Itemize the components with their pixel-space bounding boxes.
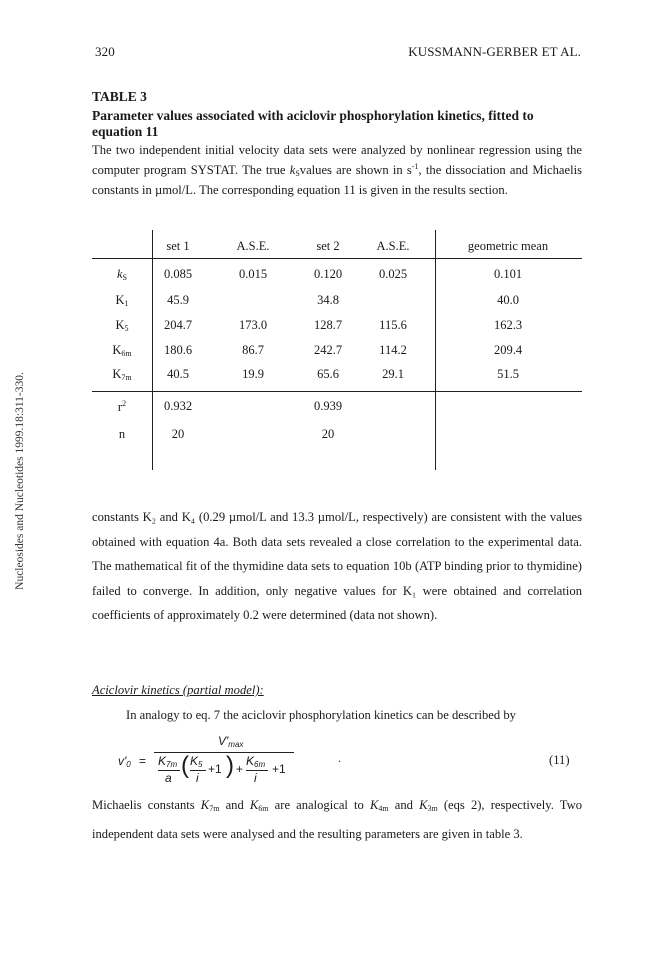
eq-lhs: [118, 754, 131, 769]
table-cell: 20: [321, 427, 335, 441]
body-paragraph-1: constants K₂ and K₄ (0.29 µmol/L and 13.3 µmol/L, respectively) are consistent with the values obtained with equation 4a. Both data sets revealed a close correlation to the experimental data. The mathematical fit of the thymidine data sets to equation 10b (ATP binding prior to thymidine) failed to converge. In addition, only negative values for K₁ were obtained and correlation coefficients of approximately 0.2 were determined (data not shown).: [92, 510, 582, 622]
row-label-sub: 7m: [121, 373, 132, 382]
row-label-main: k: [116, 267, 123, 281]
p2-k6: K: [249, 798, 259, 812]
table-title: Parameter values associated with aciclovir phosphorylation kinetics, fitted to equation 11: [92, 108, 534, 139]
p2-k3-sub: 3m: [427, 804, 438, 813]
equation-11: [118, 734, 318, 800]
table-cell: 0.120: [313, 267, 343, 281]
caption-text-1: The two independent initial velocity data sets were analyzed by nonlinear regression using the computer program SYSTAT. The true: [92, 143, 582, 177]
column-header: A.S.E.: [236, 239, 270, 253]
table-cell: 65.6: [317, 367, 339, 381]
column-header: geometric mean: [467, 239, 549, 253]
p2-text-a: Michaelis constants: [92, 798, 201, 812]
table-cell: 45.9: [167, 293, 189, 307]
row-label: [102, 293, 142, 308]
eq-a: a: [165, 771, 172, 785]
table-cell: 180.6: [163, 343, 193, 357]
row-label-main: K: [115, 318, 125, 332]
caption-text-3: , the dissociation and Michaelis constants in µmol/L. The corresponding equation 11 is given in the results section.: [92, 162, 582, 197]
table-cell: 204.7: [163, 318, 193, 332]
table-cell: 0.025: [378, 267, 408, 281]
eq-k6: [246, 754, 265, 769]
column-header: set 2: [316, 239, 340, 253]
table-cell: 0.939: [313, 399, 343, 413]
eq-fraction-bar: [154, 752, 294, 753]
eq-plus: +: [236, 762, 244, 776]
table-cell: 173.0: [238, 318, 268, 332]
table-caption: [92, 142, 582, 199]
table-cell: 34.8: [317, 293, 339, 307]
row-label-main: K: [112, 343, 122, 357]
eq-lhs-sub: 0: [126, 760, 131, 769]
parameter-table: [92, 230, 582, 470]
eq-paren-open: (: [181, 752, 189, 779]
p2-k7: K: [200, 798, 210, 812]
row-label-main: r: [117, 400, 123, 414]
table-cell: 128.7: [313, 318, 343, 332]
table-cell: 114.2: [379, 343, 407, 357]
row-label-sup: 2: [122, 399, 127, 408]
p2-k4-sub: 4m: [378, 804, 389, 813]
table-cell: 0.085: [163, 267, 193, 281]
table-cell: 0.932: [163, 399, 193, 413]
p2-k7-sub: 7m: [209, 804, 220, 813]
table-cell: 0.101: [493, 267, 523, 281]
row-label-sub: 1: [124, 299, 129, 308]
eq-k6-k: K: [246, 754, 255, 768]
row-label-sub: S: [122, 273, 127, 282]
side-citation: Nucleosides and Nucleotides 1999.18:311-330.: [14, 372, 26, 590]
table-cell: 40.0: [497, 293, 519, 307]
eq-numerator: [218, 734, 243, 749]
eq-vmax-sub: max: [228, 740, 244, 749]
row-label: [102, 318, 142, 333]
row-label: [102, 427, 142, 442]
mid-rule: [92, 391, 582, 392]
eq-k7-sub: 7m: [166, 760, 178, 769]
section-heading: Aciclovir kinetics (partial model):: [92, 683, 264, 697]
p2-k4: K: [369, 798, 379, 812]
caption-sup: -1: [411, 161, 419, 171]
eq-k5: [190, 754, 202, 769]
p2-text-e: (eqs 2), respectively. Two independent data sets were analysed and the resulting parameters are given in table 3.: [92, 798, 582, 841]
p2-k3: K: [419, 798, 428, 812]
running-head: KUSSMANN-GERBER ET AL.: [408, 44, 581, 59]
eq-lhs-v: v': [118, 754, 127, 768]
mean-column-rule: [435, 230, 436, 470]
eq-equals: =: [139, 754, 147, 768]
body-paragraph-2: [92, 793, 582, 846]
row-label-main: n: [118, 427, 126, 441]
equation-number: (11): [549, 753, 570, 767]
row-label-main: K: [112, 367, 122, 381]
table-cell: 40.5: [167, 367, 189, 381]
eq-plus1: +1: [208, 762, 222, 776]
row-label-sub: 6m: [121, 349, 132, 358]
page-number: 320: [95, 44, 115, 59]
row-label: [102, 399, 142, 415]
table-cell: 115.6: [379, 318, 407, 332]
table-cell: 162.3: [493, 318, 523, 332]
analogy-line: In analogy to eq. 7 the aciclovir phosphorylation kinetics can be described by: [126, 708, 516, 722]
eq-k6-sub: 6m: [254, 760, 266, 769]
row-label: [102, 343, 142, 358]
table-cell: 242.7: [313, 343, 343, 357]
eq-i1: i: [196, 771, 199, 785]
header-rule: [92, 258, 582, 259]
eq-paren-close: ): [226, 752, 234, 779]
p2-text-b: and: [219, 798, 250, 812]
table-cell: 0.015: [238, 267, 268, 281]
row-label-sub: 5: [124, 324, 129, 333]
caption-ks: k: [289, 162, 296, 177]
table-cell: 20: [171, 427, 185, 441]
caption-text-2: values are shown in s: [299, 162, 412, 177]
p2-text-d: and: [388, 798, 420, 812]
column-header: set 1: [166, 239, 190, 253]
table-cell: 19.9: [242, 367, 264, 381]
eq-plus2: +1: [272, 762, 286, 776]
eq-k7: [158, 754, 177, 769]
caption-ks-sub: S: [295, 168, 300, 178]
table-label: TABLE 3: [92, 89, 147, 104]
eq-vmax: V': [218, 734, 229, 748]
table-cell: 29.1: [382, 367, 404, 381]
table-cell: 209.4: [493, 343, 523, 357]
eq-k5-sub: 5: [198, 760, 203, 769]
eq-i2: i: [254, 771, 257, 785]
equation-dot: .: [338, 751, 341, 765]
row-label-main: K: [115, 293, 125, 307]
table-cell: 51.5: [497, 367, 519, 381]
p2-text-c: are analogical to: [268, 798, 370, 812]
row-label: [102, 267, 142, 282]
p2-k6-sub: 6m: [258, 804, 269, 813]
row-label: [102, 367, 142, 382]
table-cell: 86.7: [242, 343, 264, 357]
eq-k6-bar: [246, 770, 268, 771]
eq-k5-k: K: [190, 754, 199, 768]
column-header: A.S.E.: [376, 239, 410, 253]
eq-k7-k: K: [158, 754, 167, 768]
